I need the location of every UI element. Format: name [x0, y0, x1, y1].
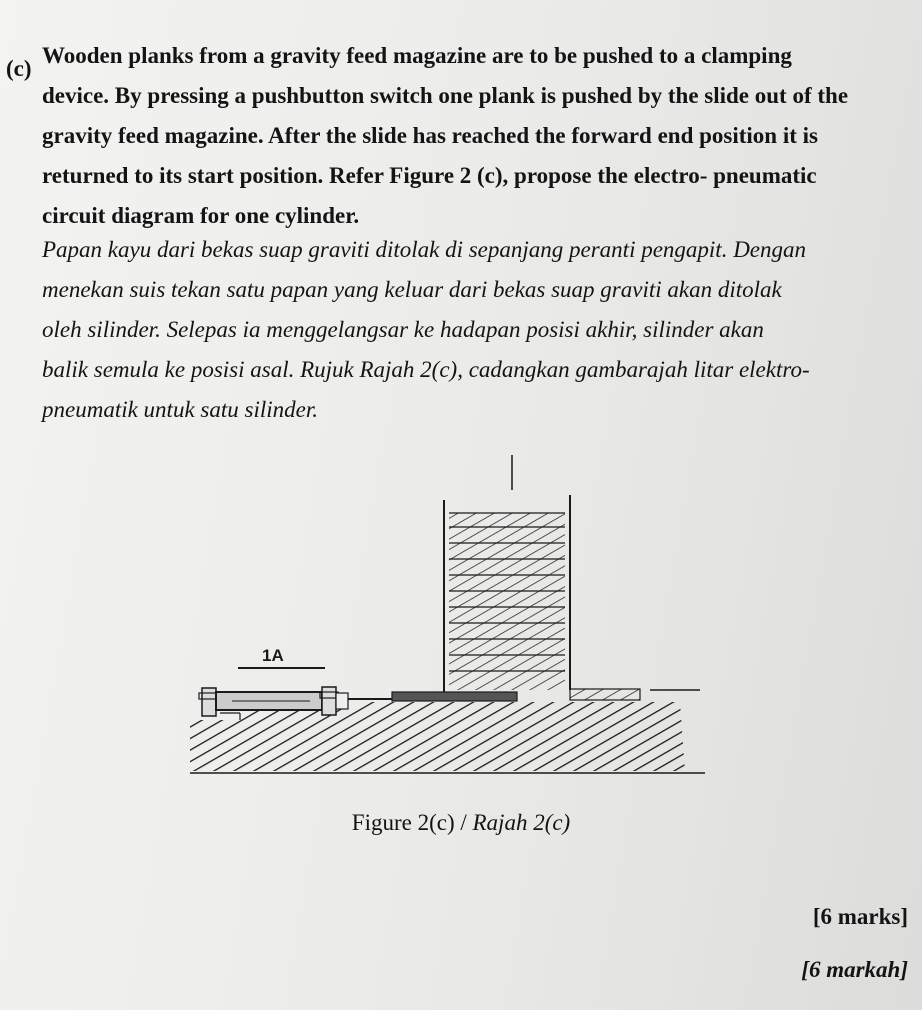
english-line: returned to its start position. Refer Figure 2 (c), propose the electro- pneumatic [42, 163, 817, 188]
magazine [444, 455, 570, 700]
question-text-malay [42, 230, 862, 430]
malay-line: oleh silinder. Selepas ia menggelangsar ke hadapan posisi akhir, silinder akan [42, 317, 764, 342]
gravity-feed-figure [180, 455, 720, 785]
malay-line: balik semula ke posisi asal. Rujuk Rajah 2(c), cadangkan gambarajah litar elektro- [42, 357, 810, 382]
figure-caption [0, 810, 922, 836]
marks-english: [6 marks] [812, 904, 908, 929]
english-line: device. By pressing a pushbutton switch one plank is pushed by the slide out of the [42, 83, 849, 108]
caption-separator: / [454, 810, 473, 835]
question-label: (c) [6, 56, 32, 81]
ground-base [190, 702, 705, 773]
malay-line: Papan kayu dari bekas suap graviti ditolak di sepanjang peranti pengapit. Dengan [42, 237, 807, 262]
caption-malay: Rajah 2(c) [472, 810, 571, 835]
marks-malay: [6 markah] [801, 957, 908, 982]
cylinder-label: 1A [262, 646, 284, 665]
english-line: gravity feed magazine. After the slide has reached the forward end position it is [42, 123, 818, 148]
malay-line: pneumatik untuk satu silinder. [42, 397, 318, 422]
question-text-english [42, 36, 862, 236]
malay-line: menekan suis tekan satu papan yang keluar dari bekas suap graviti akan ditolak [42, 277, 782, 302]
english-line: Wooden planks from a gravity feed magazine are to be pushed to a clamping [42, 43, 792, 68]
english-line: circuit diagram for one cylinder. [42, 203, 360, 228]
platform-strip [570, 689, 700, 700]
caption-english: Figure 2(c) [351, 810, 455, 835]
slide-plate [392, 692, 517, 701]
